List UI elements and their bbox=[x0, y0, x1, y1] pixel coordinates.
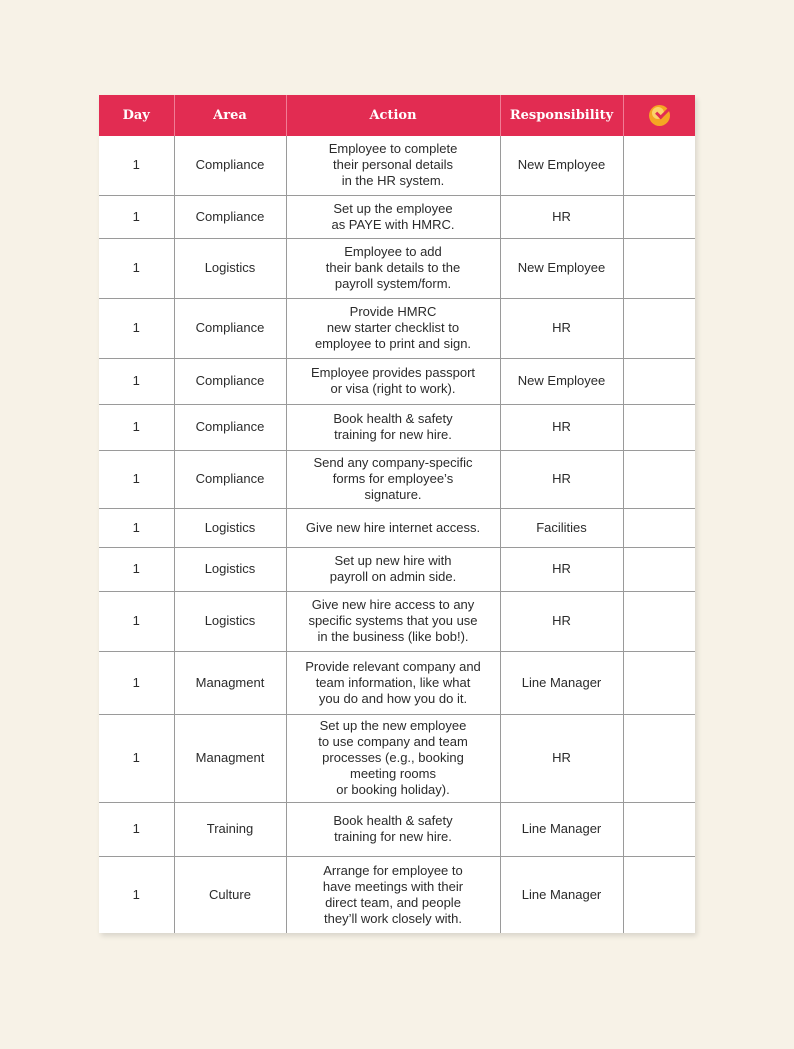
table-body bbox=[99, 136, 695, 933]
header-action: Action bbox=[286, 95, 500, 136]
area-cell: Logistics bbox=[174, 508, 286, 547]
area-cell: Logistics bbox=[174, 591, 286, 651]
area-cell: Logistics bbox=[174, 238, 286, 298]
responsibility-cell: New Employee bbox=[500, 238, 623, 298]
day-cell: 1 bbox=[99, 136, 174, 195]
action-cell: Book health & safety training for new hire. bbox=[286, 404, 500, 450]
responsibility-cell: HR bbox=[500, 298, 623, 358]
header-responsibility: Responsibility bbox=[500, 95, 623, 136]
area-cell: Managment bbox=[174, 714, 286, 802]
responsibility-cell: Line Manager bbox=[500, 802, 623, 856]
completion-checkbox-cell[interactable] bbox=[623, 358, 695, 404]
completion-checkbox-cell[interactable] bbox=[623, 651, 695, 714]
action-cell: Set up the employee as PAYE with HMRC. bbox=[286, 195, 500, 238]
day-cell: 1 bbox=[99, 298, 174, 358]
onboarding-table bbox=[99, 95, 695, 933]
responsibility-cell: HR bbox=[500, 547, 623, 591]
day-cell: 1 bbox=[99, 195, 174, 238]
responsibility-cell: New Employee bbox=[500, 136, 623, 195]
day-cell: 1 bbox=[99, 714, 174, 802]
area-cell: Compliance bbox=[174, 136, 286, 195]
completion-checkbox-cell[interactable] bbox=[623, 404, 695, 450]
action-cell: Book health & safety training for new hire. bbox=[286, 802, 500, 856]
header-day: Day bbox=[99, 95, 174, 136]
day-cell: 1 bbox=[99, 404, 174, 450]
completion-checkbox-cell[interactable] bbox=[623, 856, 695, 933]
completion-checkbox-cell[interactable] bbox=[623, 298, 695, 358]
day-cell: 1 bbox=[99, 802, 174, 856]
table-row bbox=[99, 547, 695, 591]
completion-checkbox-cell[interactable] bbox=[623, 714, 695, 802]
completion-checkbox-cell[interactable] bbox=[623, 136, 695, 195]
table-row bbox=[99, 404, 695, 450]
completion-checkbox-cell[interactable] bbox=[623, 450, 695, 508]
table-row bbox=[99, 508, 695, 547]
action-cell: Provide HMRC new starter checklist to employee to print and sign. bbox=[286, 298, 500, 358]
action-cell: Set up new hire with payroll on admin side. bbox=[286, 547, 500, 591]
table-row bbox=[99, 591, 695, 651]
responsibility-cell: HR bbox=[500, 404, 623, 450]
day-cell: 1 bbox=[99, 508, 174, 547]
responsibility-cell: New Employee bbox=[500, 358, 623, 404]
day-cell: 1 bbox=[99, 591, 174, 651]
completion-checkbox-cell[interactable] bbox=[623, 547, 695, 591]
area-cell: Logistics bbox=[174, 547, 286, 591]
action-cell: Arrange for employee to have meetings with their direct team, and people they’ll work closely with. bbox=[286, 856, 500, 933]
table-row bbox=[99, 651, 695, 714]
responsibility-cell: HR bbox=[500, 591, 623, 651]
area-cell: Training bbox=[174, 802, 286, 856]
responsibility-cell: HR bbox=[500, 714, 623, 802]
area-cell: Compliance bbox=[174, 358, 286, 404]
area-cell: Managment bbox=[174, 651, 286, 714]
action-cell: Provide relevant company and team information, like what you do and how you do it. bbox=[286, 651, 500, 714]
table-header-row bbox=[99, 95, 695, 136]
day-cell: 1 bbox=[99, 547, 174, 591]
day-cell: 1 bbox=[99, 238, 174, 298]
responsibility-cell: Line Manager bbox=[500, 651, 623, 714]
action-cell: Set up the new employee to use company and team processes (e.g., booking meeting rooms or booking holiday). bbox=[286, 714, 500, 802]
action-cell: Employee to complete their personal details in the HR system. bbox=[286, 136, 500, 195]
onboarding-checklist bbox=[99, 95, 695, 933]
header-area: Area bbox=[174, 95, 286, 136]
table-row bbox=[99, 802, 695, 856]
responsibility-cell: HR bbox=[500, 450, 623, 508]
completion-checkbox-cell[interactable] bbox=[623, 591, 695, 651]
area-cell: Compliance bbox=[174, 195, 286, 238]
completion-checkbox-cell[interactable] bbox=[623, 195, 695, 238]
responsibility-cell: Line Manager bbox=[500, 856, 623, 933]
table-row bbox=[99, 856, 695, 933]
completion-checkbox-cell[interactable] bbox=[623, 238, 695, 298]
action-cell: Send any company-specific forms for employee’s signature. bbox=[286, 450, 500, 508]
table-row bbox=[99, 358, 695, 404]
header-done bbox=[623, 95, 695, 136]
responsibility-cell: Facilities bbox=[500, 508, 623, 547]
day-cell: 1 bbox=[99, 651, 174, 714]
table-row bbox=[99, 714, 695, 802]
action-cell: Give new hire access to any specific systems that you use in the business (like bob!). bbox=[286, 591, 500, 651]
action-cell: Employee provides passport or visa (right to work). bbox=[286, 358, 500, 404]
action-cell: Employee to add their bank details to the payroll system/form. bbox=[286, 238, 500, 298]
table-row bbox=[99, 238, 695, 298]
table-row bbox=[99, 136, 695, 195]
responsibility-cell: HR bbox=[500, 195, 623, 238]
table-row bbox=[99, 298, 695, 358]
table-row bbox=[99, 195, 695, 238]
day-cell: 1 bbox=[99, 358, 174, 404]
table-row bbox=[99, 450, 695, 508]
completion-checkbox-cell[interactable] bbox=[623, 508, 695, 547]
area-cell: Culture bbox=[174, 856, 286, 933]
day-cell: 1 bbox=[99, 450, 174, 508]
checkmark-badge-icon bbox=[649, 105, 670, 126]
day-cell: 1 bbox=[99, 856, 174, 933]
area-cell: Compliance bbox=[174, 298, 286, 358]
area-cell: Compliance bbox=[174, 404, 286, 450]
area-cell: Compliance bbox=[174, 450, 286, 508]
action-cell: Give new hire internet access. bbox=[286, 508, 500, 547]
completion-checkbox-cell[interactable] bbox=[623, 802, 695, 856]
